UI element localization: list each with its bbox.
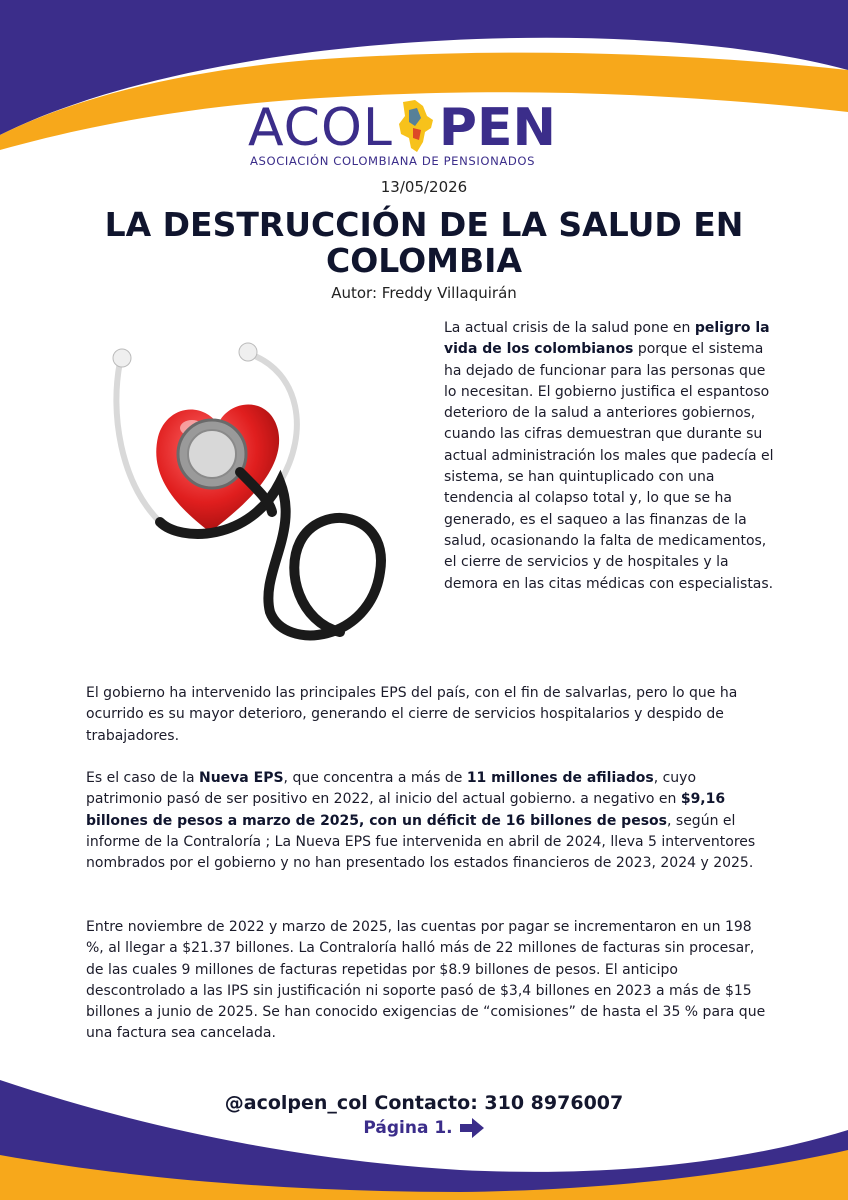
intro-paragraph <box>444 318 774 595</box>
p2-bold-3: $9,16 billones de pesos a marzo de 2025, con un déficit de 16 billones de pesos <box>86 791 726 829</box>
acolpen-logo <box>248 96 608 170</box>
intro-text-1: La actual crisis de la salud pone en <box>444 320 695 336</box>
logo-word-right: PEN <box>438 98 557 158</box>
p2-text-1: Es el caso de la <box>86 770 199 786</box>
article-title: LA DESTRUCCIÓN DE LA SALUD EN COLOMBIA <box>104 205 744 280</box>
paragraph-accounts-payable: Entre noviembre de 2022 y marzo de 2025, las cuentas por pagar se incrementaron en un 198 %, al llegar a $21.37 billones. La Contraloría halló más de 22 millones de facturas sin procesar, de las cuales 9 millones de facturas repetidas por $8.9 billones de pesos. El anticipo descontrolado a las IPS sin justificación ni soporte pasó de $3,4 billones en 2023 a más de $15 billones a junio de 2025. Se han conocido exigencias de “comisiones” de hasta el 35 % para que una factura sea cancelada. <box>86 919 766 1042</box>
p2-bold-1: Nueva EPS <box>199 770 284 786</box>
intro-text-2: porque el sistema ha dejado de funcionar para las personas que lo necesitan. El gobierno justifica el espantoso deterioro de la salud a anteriores gobiernos, cuando las cifras demuestran que durante su actual administración los males que padecía el sistema, se han quintuplicado con una tendencia al colapso total y, lo que se ha generado, es el saqueo a las finanzas de la salud, ocasionando la falta de medicamentos, el cierre de servicios y de hospitales y la demora en las citas médicas con especialistas. <box>444 341 774 592</box>
p2-text-2: , que concentra a más de <box>283 770 467 786</box>
logo-word-left: ACOL <box>248 98 393 158</box>
p2-text-3: , cuyo patrimonio pasó de ser positivo en 2022, al inicio del actual gobierno. a negativo en <box>86 770 697 808</box>
page-indicator[interactable] <box>0 1117 848 1139</box>
logo-wordmark <box>248 96 557 158</box>
stethoscope-heart-icon <box>100 332 410 652</box>
contact-line: @acolpen_col Contacto: 310 8976007 <box>224 1092 624 1114</box>
page-label: Página 1. <box>363 1118 453 1138</box>
arrow-right-icon[interactable] <box>459 1117 485 1139</box>
article-author: Autor: Freddy Villaquirán <box>331 284 517 302</box>
p2-text-4: , según el informe de la Contraloría ; La Nueva EPS fue intervenida en abril de 2024, lleva 5 interventores nombrados por el gobierno y no han presentado los estados financieros de 2023, 2024 y 2025. <box>86 812 756 872</box>
colombia-map-icon <box>395 98 437 154</box>
paragraph-eps-intervention: El gobierno ha intervenido las principales EPS del país, con el fin de salvarlas, pero lo que ha ocurrido es su mayor deterioro, generando el cierre de servicios hospitalarios y despido de trabajadores. <box>86 685 738 744</box>
paragraph-nueva-eps <box>86 768 766 874</box>
intro-bold-1: peligro la vida de los colombianos <box>444 320 770 358</box>
logo-subtitle: ASOCIACIÓN COLOMBIANA DE PENSIONADOS <box>250 154 536 168</box>
article-date: 13/05/2026 <box>380 178 468 196</box>
p2-bold-2: 11 millones de afiliados <box>466 770 654 786</box>
